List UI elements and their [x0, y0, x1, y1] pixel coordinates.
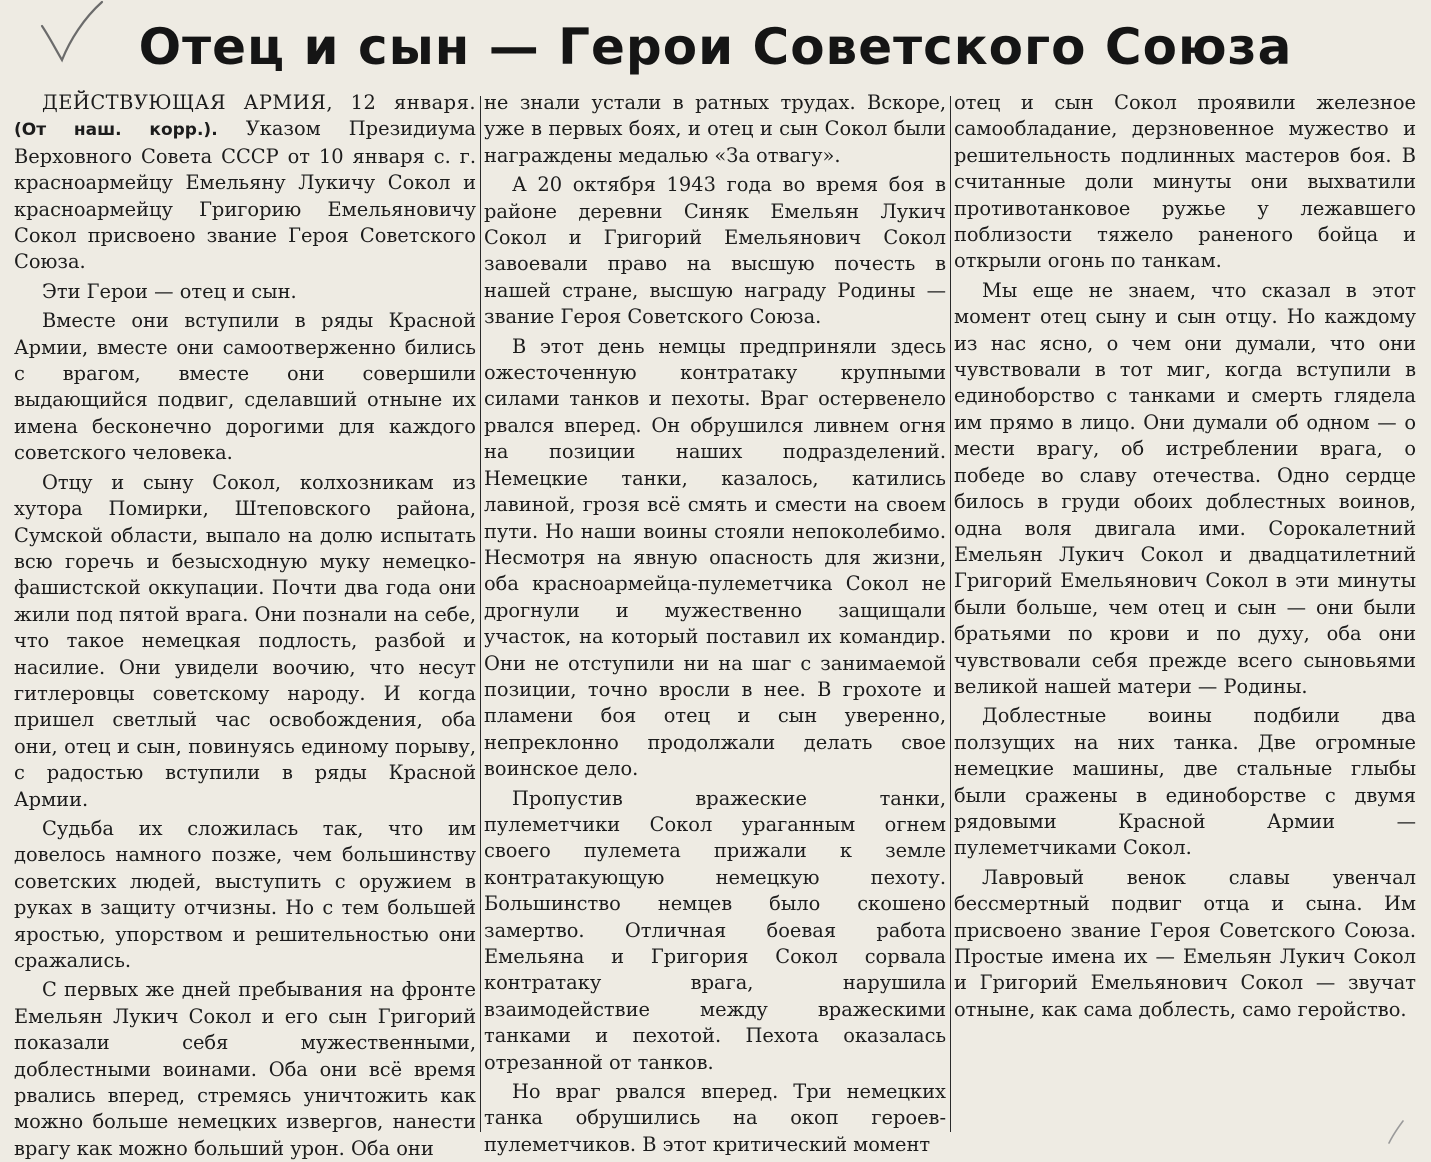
- column-divider: [950, 96, 951, 1132]
- lead-text: Указом Президиума Верховного Совета СССР от 10 января с. г. красноармейцу Емельяну Лукичу Сокол и красноармейцу Григорию Емельяновичу Сокол присвоено звание Героя Советского Союза.: [14, 117, 476, 274]
- paragraph: Лавровый венок славы увенчал бессмертный подвиг отца и сына. Им присвоено звание Героя Советского Союза. Простые имена их — Емельян Лукич Сокол и Григорий Емельянович Сокол — звучат отныне, как сама доблесть, само геройство.: [954, 865, 1416, 1021]
- column-3: [954, 90, 1416, 1138]
- paragraph: Но враг рвался вперед. Три немецких танка обрушились на окоп героев-пулеметчиков. В этот критический момент: [484, 1080, 946, 1156]
- article-body: [14, 90, 1418, 1160]
- pencil-mark-icon: [1383, 1115, 1423, 1145]
- headline: Отец и сын — Герои Советского Союза: [138, 18, 1293, 76]
- paragraph: Отцу и сыну Сокол, колхозникам из хутора Помирки, Штеповского района, Сумской области, выпало на долю испытать всю горечь и безысходную муку немецко-фашистской оккупации. Почти два года они жили под пятой врага. Они познали на себе, что такое немецкая подлость, разбой и насилие. Они увидели воочию, что несут гитлеровцы советскому народу. И когда пришел светлый час освобождения, оба они, отец и сын, повинуясь единому порыву, с радостью вступили в ряды Красной Армии.: [14, 470, 476, 811]
- paragraph-continued: не знали устали в ратных трудах. Вскоре, уже в первых боях, и отец и сын Сокол были награждены медалью «За отвагу».: [484, 91, 946, 167]
- dateline: ДЕЙСТВУЮЩАЯ АРМИЯ, 12 января.: [42, 91, 476, 114]
- paragraph: Доблестные воины подбили два ползущих на них танка. Две огромные немецкие машины, две стальные глыбы были сражены в единоборстве с двумя рядовыми Красной Армии — пулеметчиками Сокол.: [954, 704, 1416, 860]
- paragraph: А 20 октября 1943 года во время боя в районе деревни Синяк Емельян Лукич Сокол и Григорий Емельянович Сокол завоевали право на высшую почесть в нашей стране, высшую награду Родины — звание Героя Советского Союза.: [484, 173, 946, 329]
- column-divider: [480, 96, 481, 1132]
- paragraph: В этот день немцы предприняли здесь ожесточенную контратаку крупными силами танков и пехоты. Враг остервенело рвался вперед. Он обрушился ливнем огня на позиции наших подразделений. Немецкие танки, казалось, катились лавиной, грозя всё смять и смести на своем пути. Но наши воины стояли непоколебимо. Несмотря на явную опасность для жизни, оба красноармейца-пулеметчика Сокол не дрогнули и мужественно защищали участок, на который поставил их командир. Они не отступили ни на шаг с занимаемой позиции, точно вросли в нее. В грохоте и пламени боя отец и сын уверенно, непреклонно продолжали делать свое воинское дело.: [484, 334, 946, 781]
- paragraph: Мы еще не знаем, что сказал в этот момент отец сыну и сын отцу. Но каждому из нас ясно, о чем они думали, что они чувствовали в тот миг, когда вступили в единоборство с танками и смерть глядела им прямо в лицо. Они думали об одном — о мести врагу, об истреблении врага, о победе во славу отечества. Одно сердце билось в груди обоих доблестных воинов, одна воля двигала ими. Сорокалетний Емельян Лукич Сокол и двадцатилетний Григорий Емельянович Сокол в эти минуты были больше, чем отец и сын — они были братьями по крови и по духу, оба они чувствовали себя прежде всего сыновьями великой нашей матери — Родины.: [954, 278, 1416, 698]
- paragraph: Судьба их сложилась так, что им довелось намного позже, чем большинству советских людей, выступить с оружием в руках в защиту отчизны. Но с тем большей яростью, упорством и решительностью они сражались.: [14, 816, 476, 972]
- column-1: [14, 90, 476, 1160]
- paragraph: Эти Герои — отец и сын.: [42, 279, 297, 303]
- paragraph-continued: отец и сын Сокол проявили железное самообладание, дерзновенное мужество и решительность подлинных мастеров боя. В считанные доли минуты они выхватили противотанковое ружье у лежавшего поблизости тяжело раненого бойца и открыли огонь по танкам.: [954, 91, 1416, 273]
- paragraph: Вместе они вступили в ряды Красной Армии, вместе они самоотверженно бились с врагом, вместе они совершили выдающийся подвиг, сделавший отныне их имена бесконечно дорогими для каждого советского человека.: [14, 309, 476, 465]
- paragraph: Пропустив вражеские танки, пулеметчики Сокол ураганным огнем своего пулемета прижали к земле контратакующую немецкую пехоту. Большинство немцев было скошено замертво. Отличная боевая работа Емельяна и Григория Сокол сорвала контратаку врага, нарушила взаимодействие между вражескими танками и пехотой. Пехота оказалась отрезанной от танков.: [484, 786, 946, 1074]
- column-2: [484, 90, 946, 1156]
- correspondent-credit: (От наш. корр.).: [14, 120, 218, 141]
- paragraph: С первых же дней пребывания на фронте Емельян Лукич Сокол и его сын Григорий показали себя мужественными, доблестными воинами. Оба они всё время рвались вперед, стремясь уничтожить как можно больше немецких извергов, нанести врагу как можно больший урон. Оба они: [14, 978, 476, 1160]
- lead-paragraph: [14, 90, 476, 276]
